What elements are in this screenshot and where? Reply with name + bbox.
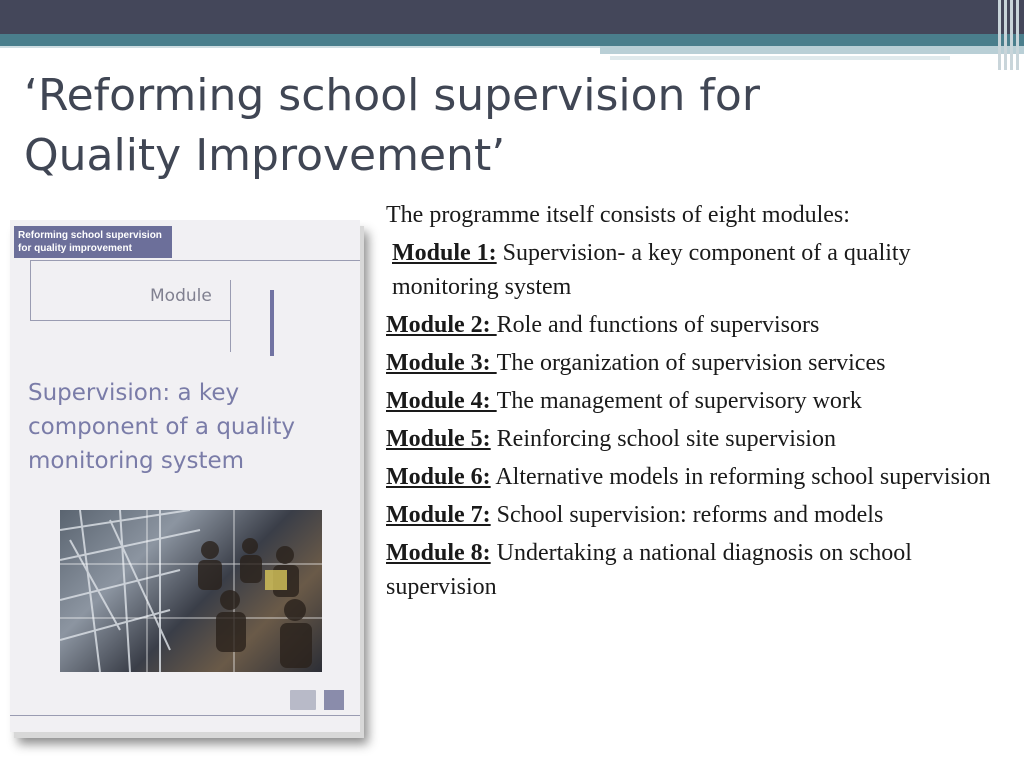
modules-intro: The programme itself consists of eight modules: <box>386 202 850 228</box>
cover-subtitle: Supervision: a key component of a quality monitoring system <box>28 380 295 474</box>
cover-accent-bar <box>270 290 274 356</box>
module-label: Module 4: <box>386 388 497 414</box>
modules-content <box>386 198 1006 608</box>
module-text: The organization of supervision services <box>496 350 886 376</box>
module-text: School supervision: reforms and models <box>490 502 884 528</box>
module-item <box>386 536 1006 604</box>
module-text: Supervision- a key component of a quality monitoring system <box>392 240 911 300</box>
header-thin-line <box>0 46 600 48</box>
book-cover <box>10 220 360 732</box>
header-dark-bar <box>0 0 1024 34</box>
module-item <box>386 384 1006 418</box>
cover-rule <box>230 280 231 352</box>
module-text: The management of supervisory work <box>496 388 862 414</box>
module-text: Undertaking a national diagnosis on school supervision <box>386 540 912 600</box>
cover-footer-rule <box>10 715 360 716</box>
module-item <box>386 236 1006 304</box>
slide-title-line-2: Quality Improvement’ <box>24 130 506 181</box>
module-label: Module 6: <box>386 464 491 490</box>
module-label: Module 3: <box>386 350 497 376</box>
iiep-logo-icon <box>324 690 344 710</box>
header-light-bar <box>600 46 1024 54</box>
module-text: Alternative models in reforming school supervision <box>490 464 991 490</box>
module-item <box>386 346 1006 380</box>
cover-rule <box>30 260 360 261</box>
module-text: Role and functions of supervisors <box>496 312 820 338</box>
module-item <box>386 460 1006 494</box>
module-item <box>386 422 1006 456</box>
cover-rule <box>30 320 230 321</box>
cover-module-word: Module <box>150 286 212 306</box>
header-teal-bar <box>0 34 1024 46</box>
module-text: Reinforcing school site supervision <box>490 426 836 452</box>
meeting-photo <box>60 510 322 672</box>
module-item <box>386 308 1006 342</box>
module-label: Module 8: <box>386 540 491 566</box>
header-vertical-stripes <box>996 0 1024 70</box>
header-light-bar-2 <box>610 56 950 60</box>
module-label: Module 7: <box>386 502 491 528</box>
slide-title-line-1: ‘Reforming school supervision for <box>24 70 760 121</box>
module-list <box>386 236 1006 604</box>
unesco-logo-icon <box>290 690 316 710</box>
module-label: Module 1: <box>392 240 497 266</box>
cover-rule <box>30 260 31 320</box>
module-label: Module 2: <box>386 312 497 338</box>
cover-series-label: Reforming school supervision for quality improvement <box>14 226 172 258</box>
module-label: Module 5: <box>386 426 491 452</box>
slide-title <box>24 66 824 186</box>
module-item <box>386 498 1006 532</box>
